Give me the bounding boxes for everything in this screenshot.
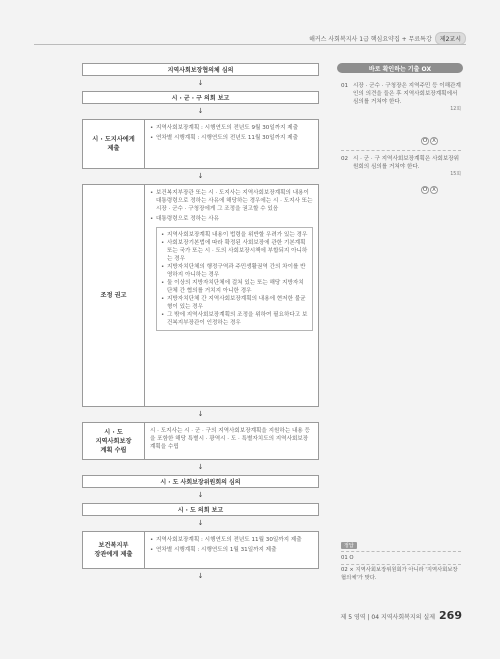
reason-item: • 사회보장기본법에 따라 확정된 사회보장에 관한 기본계획 또는 국가 또는 시 · 도의 사회보장시책에 부합되지 아니하는 경우 [161, 240, 308, 262]
flow-arrow: ↓ [197, 172, 204, 180]
list-item: • 지역사회보장계획 : 시행연도의 전년도 11월 30일까지 제출 [150, 537, 302, 543]
quiz-question-2 [341, 155, 461, 179]
x-option[interactable]: X [430, 186, 438, 194]
list-item: • 연차별 시행계획 : 시행연도의 전년도 11월 30일까지 제출 [150, 135, 299, 141]
list-item: • 지역사회보장계획 : 시행연도의 전년도 9월 30일까지 제출 [150, 125, 299, 131]
list-item: • 보건복지부장관 또는 시 · 도지사는 지역사회보장계획의 내용이 대통령령으로 정하는 사유에 해당하는 경우에는 시 · 도지사 또는 시장 · 군수 · 구청장에게 그 조정을 권고할 수 있음 [150, 190, 313, 212]
page-number: 269 [439, 609, 462, 622]
reason-item: • 지방자치단체의 행정구역과 주민생활권역 간의 차이를 반영하지 아니하는 경우 [161, 264, 306, 278]
step-label: 시 · 도지사에게 제출 [83, 120, 145, 168]
list-item: • 대통령령으로 정하는 사유 [150, 216, 219, 222]
flow-step-submit-minister [82, 531, 319, 569]
answer-1: 01 O [341, 555, 354, 561]
flow-step-provincial-assembly: 시 · 도 의회 보고 [82, 503, 319, 516]
divider [341, 564, 461, 565]
ox-quiz-title: 바로 확인하는 기출 OX [337, 63, 463, 73]
flow-step-council-review: 지역사회보장협의체 심의 [82, 63, 319, 76]
step-body [145, 532, 318, 568]
step-body: 시 · 도지사는 시 · 군 · 구의 지역사회보장계획을 지원하는 내용 등을 포함한 해당 특별시 · 광역시 · 도 · 특별자치도의 지역사회보장계획을 수립 [150, 428, 310, 450]
o-option[interactable]: O [422, 138, 428, 144]
flow-step-provincial-plan [82, 422, 319, 460]
step-body [145, 120, 318, 168]
o-option[interactable]: O [422, 187, 428, 193]
flow-arrow: ↓ [197, 410, 204, 418]
header-title: 해커스 사회복지사 1급 핵심요약집 + 무료특강 [309, 36, 432, 43]
question-year: 12회 [450, 107, 461, 112]
divider [341, 551, 461, 552]
header-tag: 제2교시 [435, 32, 466, 45]
footer-section: 제 5 영역 | 04 지역사회복지의 실제 [340, 614, 436, 621]
divider [341, 150, 461, 151]
flow-step-provincial-committee: 시 · 도 사회보장위원회의 심의 [82, 475, 319, 488]
ox-choice[interactable] [421, 186, 438, 194]
header-divider [34, 44, 466, 45]
flow-arrow: ↓ [197, 572, 204, 580]
question-text: 시장 · 군수 · 구청장은 지역주민 등 이해관계인의 의견을 들은 후 지역사회보장계획에서 심의를 거쳐야 한다. [353, 83, 461, 105]
flow-step-submit-governor [82, 119, 319, 169]
question-text: 시 · 군 · 구 지역사회보장계획은 사회보장위원회의 심의를 거쳐야 한다. [353, 156, 460, 170]
quiz-question-1 [341, 82, 461, 114]
reason-box [156, 227, 313, 331]
answer-tag: 정답 [341, 542, 357, 549]
flow-arrow: ↓ [197, 463, 204, 471]
question-year: 15회 [450, 172, 461, 177]
reason-item: • 둘 이상의 지방자치단체에 걸쳐 있는 또는 해당 지방자치단체 간 협의를 거치지 아니한 경우 [161, 280, 304, 294]
flow-arrow: ↓ [197, 519, 204, 527]
flow-step-local-assembly: 시 · 군 · 구 의회 보고 [82, 91, 319, 104]
x-option[interactable]: X [430, 137, 438, 145]
flow-arrow: ↓ [197, 107, 204, 115]
step-label: 조정 권고 [83, 185, 145, 406]
flow-step-adjustment [82, 184, 319, 407]
reason-item: • 지방자치단체 간 지역사회보장계획의 내용에 현저한 불균형이 있는 경우 [161, 296, 306, 310]
question-number: 02 [341, 156, 349, 162]
answer-2: 02 × 지역사회보장위원회가 아니라 '지역사회보장협의체'가 맞다. [341, 567, 458, 581]
list-item: • 연차별 시행계획 : 시행연도의 1월 31일까지 제출 [150, 547, 277, 553]
flow-arrow: ↓ [197, 79, 204, 87]
reason-item: • 그 밖에 지역사회보장계획의 조정을 위하여 필요하다고 보건복지부장관이 인정하는 경우 [161, 312, 308, 326]
flow-arrow: ↓ [197, 491, 204, 499]
question-number: 01 [341, 83, 349, 89]
reason-item: • 지역사회보장계획 내용이 법령을 위반할 우려가 있는 경우 [161, 232, 308, 238]
step-body [145, 185, 318, 406]
page-footer [341, 609, 462, 622]
step-label: 보건복지부 장관에게 제출 [83, 532, 145, 568]
step-label: 시 · 도 지역사회보장 계획 수립 [83, 423, 145, 459]
ox-choice[interactable] [421, 137, 438, 145]
